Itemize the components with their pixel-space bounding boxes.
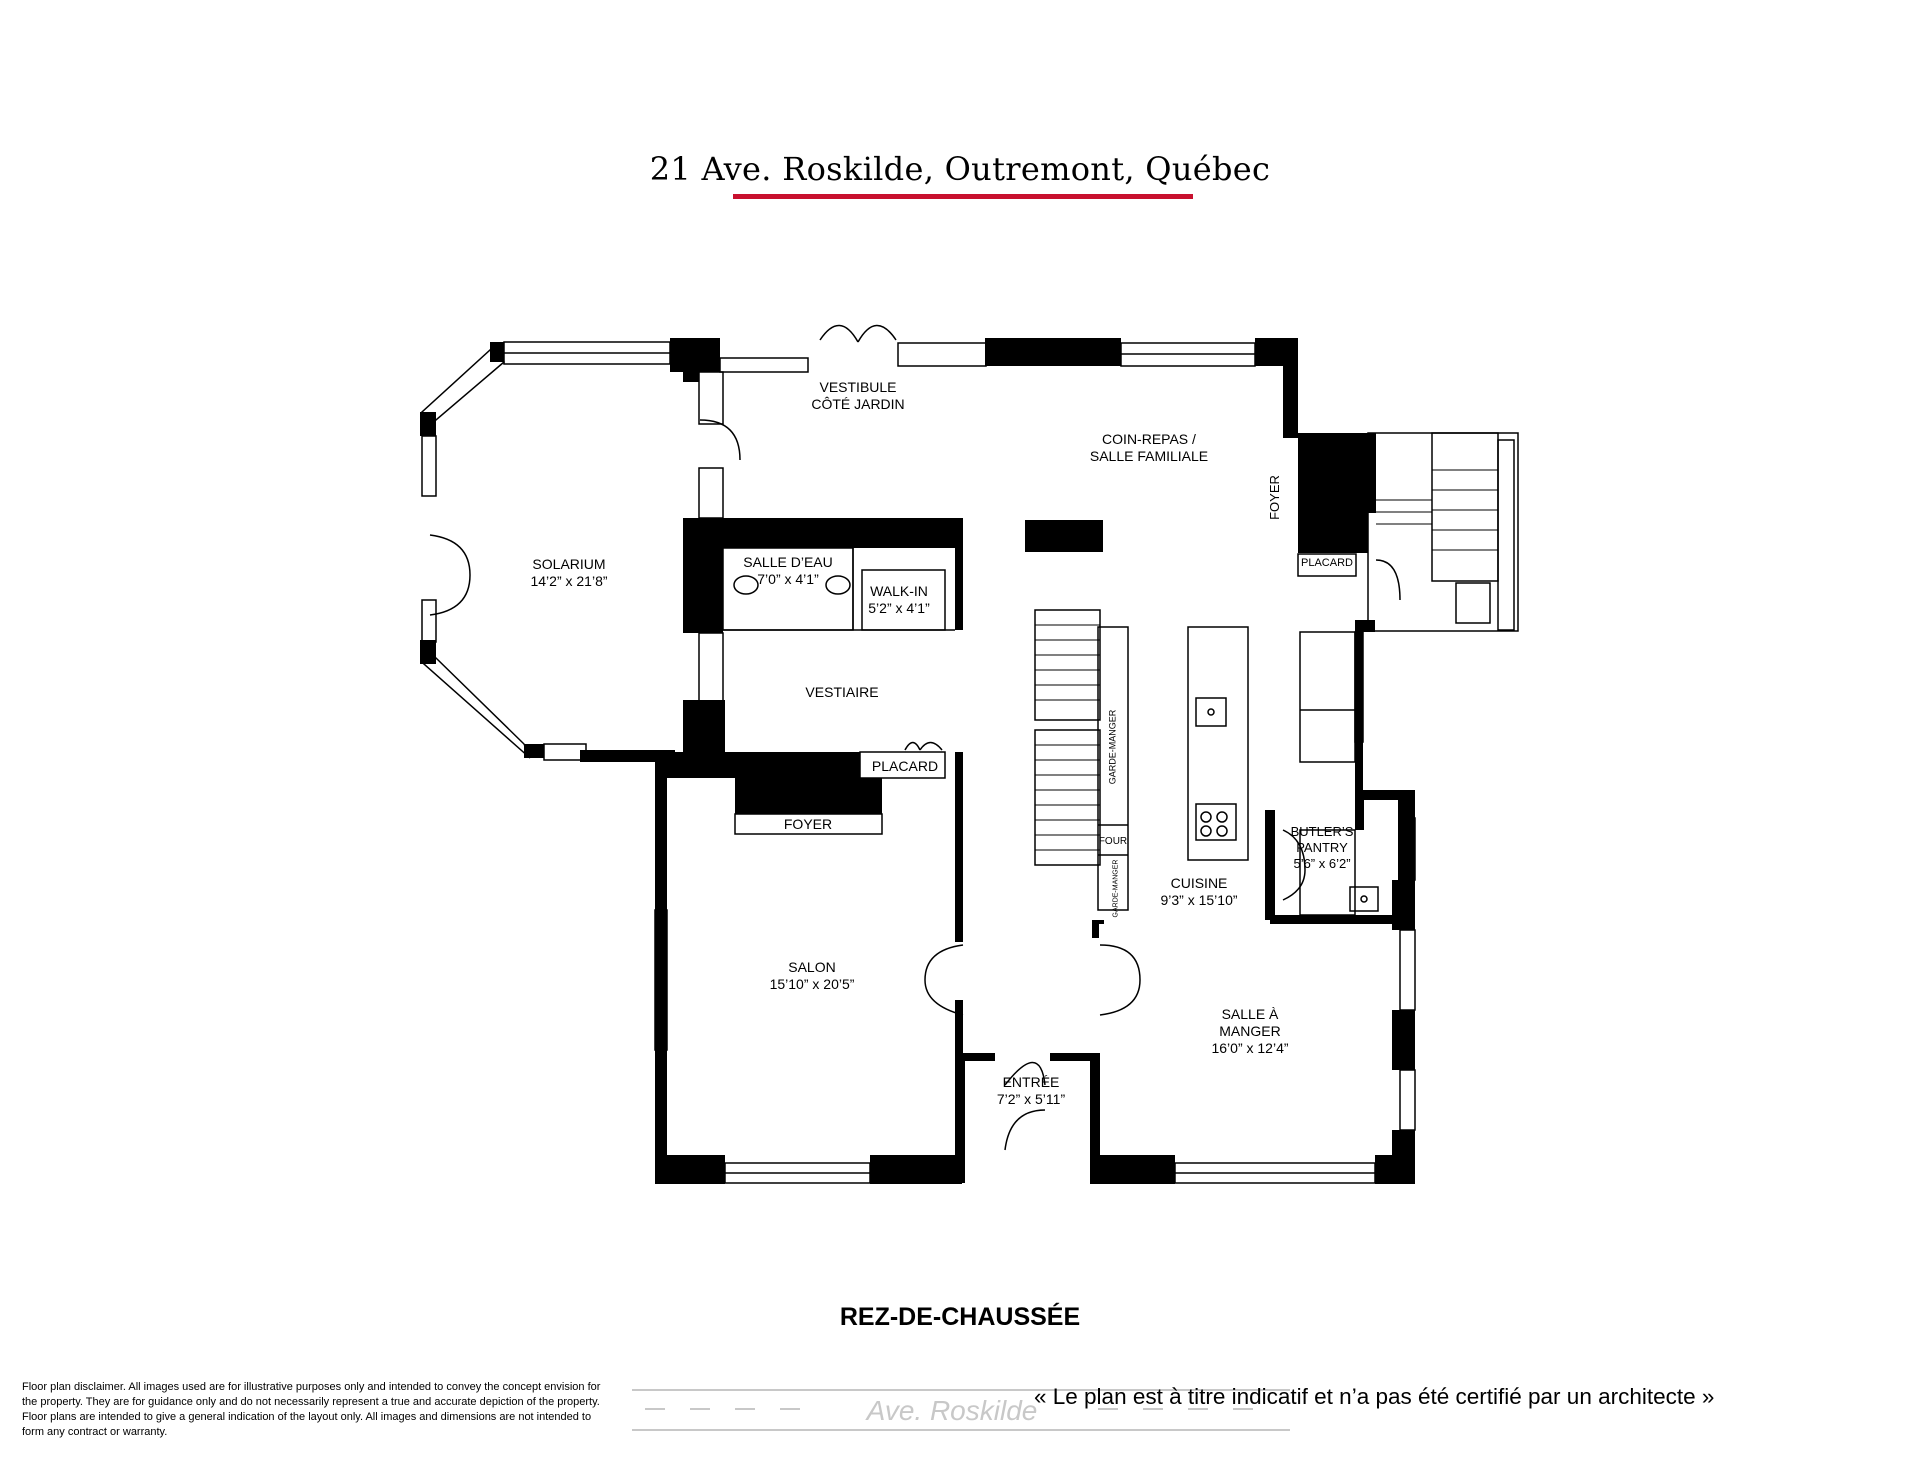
room-salon-name: SALON <box>788 959 836 975</box>
foyer-label-salon: FOYER <box>783 816 833 832</box>
room-vestibule <box>811 379 904 413</box>
room-walk-in-dims: 5’2” x 4’1” <box>868 600 930 616</box>
room-vestiaire <box>805 684 878 701</box>
room-cuisine-name: CUISINE <box>1170 875 1228 891</box>
placard-label-foyer: PLACARD <box>1301 557 1353 569</box>
room-salle-eau-dims: 7’0” x 4’1” <box>757 571 819 587</box>
room-salle-a-manger-name-2: MANGER <box>1219 1023 1281 1039</box>
room-vestibule-name-1: VESTIBULE <box>819 379 897 395</box>
room-entree-dims: 7’2” x 5’11” <box>996 1091 1066 1107</box>
room-coin-repas-name-1: COIN-REPAS / <box>1102 431 1196 447</box>
floor-name: REZ-DE-CHAUSSÉE <box>839 1303 1081 1331</box>
room-cuisine <box>1160 875 1237 909</box>
room-cuisine-dims: 9’3” x 15’10” <box>1160 892 1238 908</box>
architect-note: « Le plan est à titre indicatif et n’a pas été certifié par un architecte » <box>1034 1384 1715 1409</box>
room-vestiaire-name: VESTIAIRE <box>805 684 879 700</box>
room-salon <box>770 959 855 993</box>
room-salle-a-manger <box>1211 1006 1288 1057</box>
floor-plan-disclaimer: Floor plan disclaimer. All images used are for illustrative purposes only and intended to convey the concept envision for the property. They are for guidance only and do not necessarily represent a true and accurate depiction of the property. Floor plans are intended to give a general indication of the layout only. All images and dimensions are not intended to form any contract or warranty. <box>22 1381 601 1438</box>
garde-manger-label-1: GARDE-MANGER <box>1107 709 1118 785</box>
room-solarium <box>530 556 607 590</box>
page-title: 21 Ave. Roskilde, Outremont, Québec <box>649 150 1271 188</box>
room-coin-repas <box>1090 431 1208 465</box>
room-salle-a-manger-dims: 16’0” x 12’4” <box>1211 1040 1289 1056</box>
room-entree <box>997 1074 1065 1108</box>
room-entree-name: ENTRÉE <box>1002 1074 1060 1090</box>
foyer-label-coin-repas: FOYER <box>1266 475 1282 520</box>
placard-label-salon: PLACARD <box>871 758 939 774</box>
room-butlers-pantry-name-2: PANTRY <box>1296 840 1348 855</box>
room-walk-in <box>868 583 929 617</box>
street-name: Ave. Roskilde <box>866 1395 1038 1426</box>
room-butlers-pantry-name-1: BUTLER’S <box>1290 824 1354 839</box>
room-salle-eau <box>743 554 832 588</box>
room-solarium-name: SOLARIUM <box>532 556 606 572</box>
room-salle-a-manger-name-1: SALLE À <box>1221 1006 1279 1022</box>
room-salon-dims: 15’10” x 20’5” <box>769 976 855 992</box>
room-vestibule-name-2: CÔTÉ JARDIN <box>811 396 905 412</box>
room-butlers-pantry-dims: 5’6” x 6’2” <box>1293 856 1351 871</box>
room-walk-in-name: WALK-IN <box>870 583 928 599</box>
room-solarium-dims: 14’2” x 21’8” <box>530 573 608 589</box>
room-butlers-pantry <box>1291 824 1354 872</box>
garde-manger-label-2: GARDE-MANGER <box>1112 859 1120 918</box>
room-coin-repas-name-2: SALLE FAMILIALE <box>1089 448 1209 464</box>
room-salle-eau-name: SALLE D’EAU <box>743 554 833 570</box>
stair-treads <box>1035 470 1498 850</box>
four-label: FOUR <box>1098 836 1128 847</box>
